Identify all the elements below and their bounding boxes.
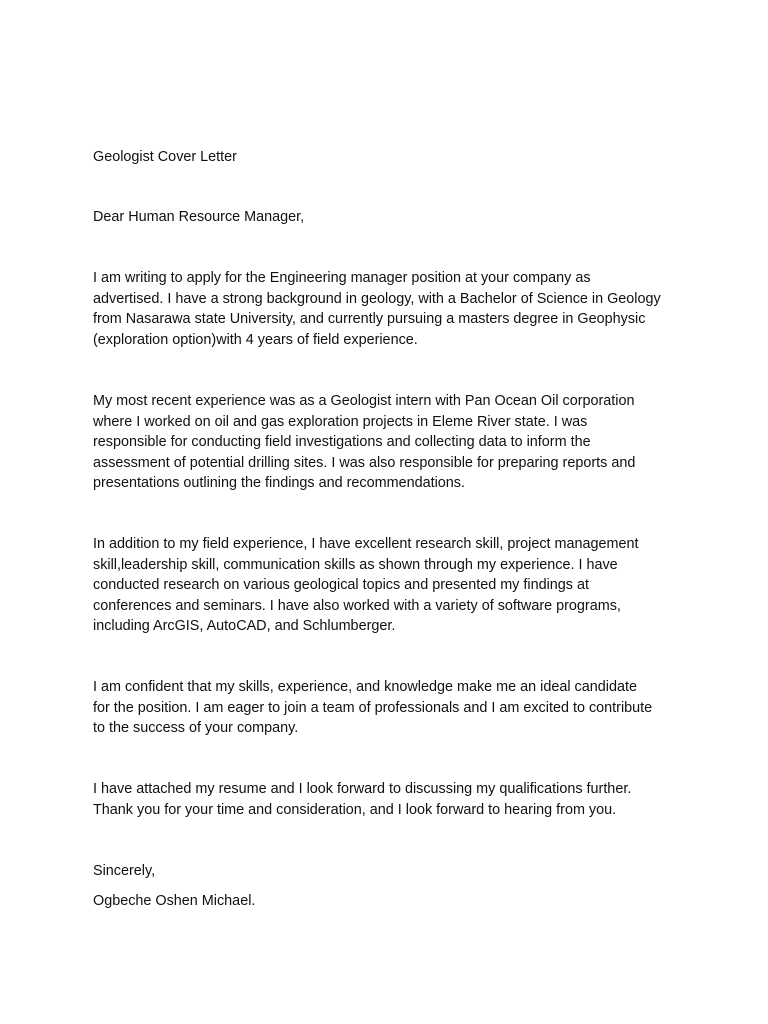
paragraph-line: assessment of potential drilling sites. I was also responsible for preparing reports and xyxy=(93,454,636,471)
paragraph-line: to the success of your company. xyxy=(93,720,299,737)
signature: Ogbeche Oshen Michael. xyxy=(93,893,256,909)
paragraph-line: I have attached my resume and I look forward to discussing my qualifications further. xyxy=(93,781,632,797)
paragraph-line: responsible for conducting field investigations and collecting data to inform the xyxy=(93,434,591,451)
paragraph-line: conferences and seminars. I have also worked with a variety of software programs, xyxy=(93,597,621,614)
paragraph-line: where I worked on oil and gas exploration projects in Eleme River state. I was xyxy=(93,413,588,430)
salutation: Dear Human Resource Manager, xyxy=(93,209,305,225)
paragraph-line: advertised. I have a strong background in geology, with a Bachelor of Science in Geology xyxy=(93,290,661,307)
paragraph-line: including ArcGIS, AutoCAD, and Schlumberger. xyxy=(93,618,396,635)
paragraph-closing-remarks xyxy=(93,779,683,820)
document-title: Geologist Cover Letter xyxy=(93,149,237,165)
paragraph-line: (exploration option)with 4 years of field experience. xyxy=(93,331,418,348)
paragraph-skills xyxy=(93,534,683,637)
paragraph-line: My most recent experience was as a Geologist intern with Pan Ocean Oil corporation xyxy=(93,393,635,409)
closing: Sincerely, xyxy=(93,863,156,879)
paragraph-line: conducted research on various geological topics and presented my findings at xyxy=(93,577,589,594)
paragraph-line: I am confident that my skills, experience, and knowledge make me an ideal candidate xyxy=(93,679,637,695)
paragraph-line: Thank you for your time and consideration, and I look forward to hearing from you. xyxy=(93,801,617,818)
paragraph-confidence xyxy=(93,677,683,739)
paragraph-intro xyxy=(93,268,683,350)
paragraph-line: In addition to my field experience, I have excellent research skill, project management xyxy=(93,536,639,552)
paragraph-line: I am writing to apply for the Engineering manager position at your company as xyxy=(93,270,591,286)
paragraph-line: presentations outlining the findings and recommendations. xyxy=(93,475,465,492)
paragraph-experience xyxy=(93,391,683,494)
paragraph-line: skill,leadership skill, communication skills as shown through my experience. I have xyxy=(93,556,618,573)
paragraph-line: from Nasarawa state University, and currently pursuing a masters degree in Geophysic xyxy=(93,311,646,328)
paragraph-line: for the position. I am eager to join a team of professionals and I am excited to contribute xyxy=(93,699,653,716)
